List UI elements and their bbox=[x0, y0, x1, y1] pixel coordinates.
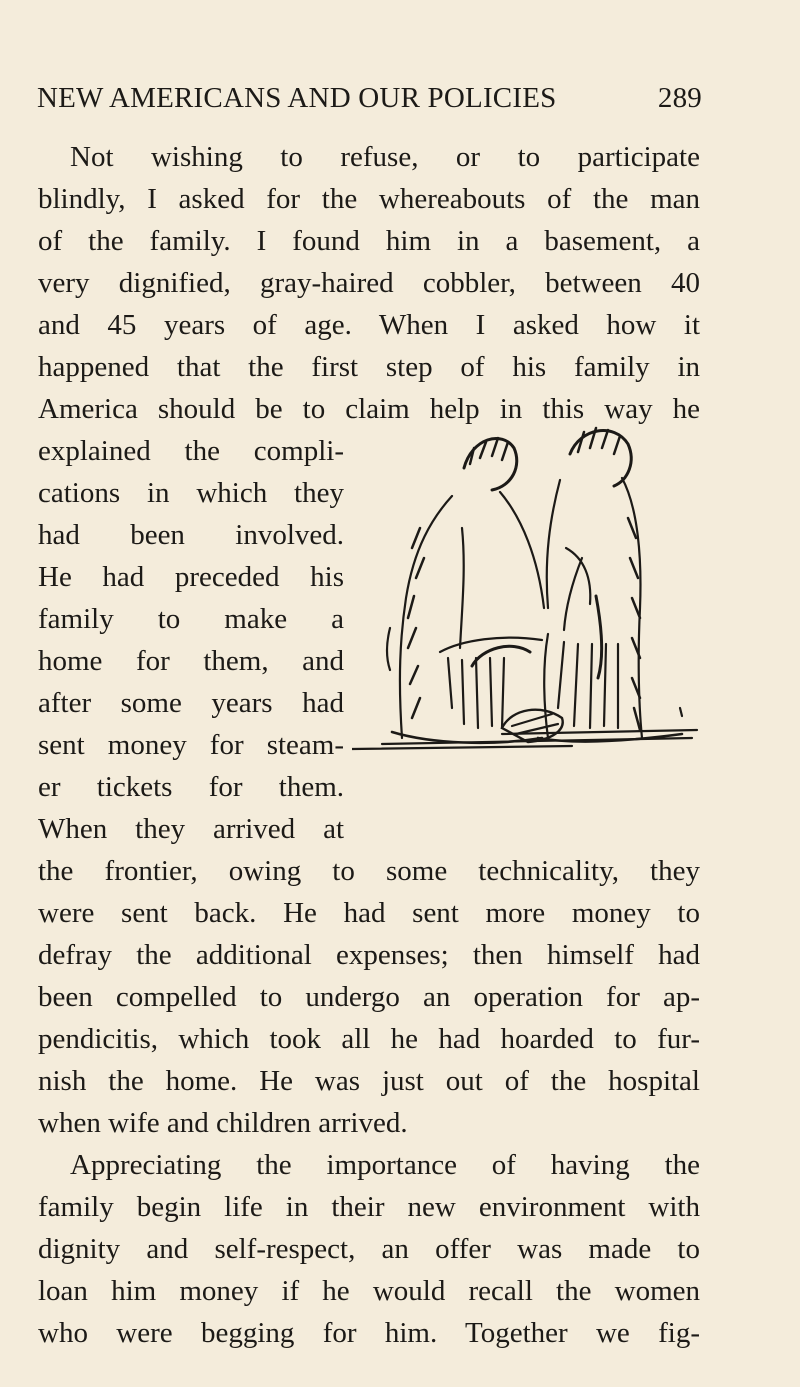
text-line: family begin life in their new environment with bbox=[38, 1191, 700, 1223]
text-line: pendicitis, which took all he had hoarded to fur- bbox=[38, 1023, 700, 1055]
text-line: cations in which they bbox=[38, 477, 344, 509]
text-line: been compelled to undergo an operation for ap- bbox=[38, 981, 700, 1013]
text-line: He had preceded his bbox=[38, 561, 344, 593]
text-line: after some years had bbox=[38, 687, 344, 719]
text-line: nish the home. He was just out of the hospital bbox=[38, 1065, 700, 1097]
text-line: loan him money if he would recall the women bbox=[38, 1275, 700, 1307]
text-line: When they arrived at bbox=[38, 813, 344, 845]
text-line: family to make a bbox=[38, 603, 344, 635]
text-line: sent money for steam- bbox=[38, 729, 344, 761]
text-line: explained the compli- bbox=[38, 435, 344, 467]
two-women-illustration bbox=[352, 408, 702, 760]
text-line: of the family. I found him in a basement, a bbox=[38, 225, 700, 257]
text-line: had been involved. bbox=[38, 519, 344, 551]
text-line: er tickets for them. bbox=[38, 771, 344, 803]
text-line: were sent back. He had sent more money to bbox=[38, 897, 700, 929]
text-line: America should be to claim help in this way he bbox=[38, 393, 700, 425]
running-title: NEW AMERICANS AND OUR POLICIES bbox=[37, 82, 557, 114]
text-line: Appreciating the importance of having the bbox=[70, 1149, 700, 1181]
text-line: happened that the first step of his family in bbox=[38, 351, 700, 383]
text-line: who were begging for him. Together we fig- bbox=[38, 1317, 700, 1349]
text-line: defray the additional expenses; then himself had bbox=[38, 939, 700, 971]
running-head bbox=[37, 82, 702, 115]
text-line: dignity and self-respect, an offer was made to bbox=[38, 1233, 700, 1265]
text-line: blindly, I asked for the whereabouts of the man bbox=[38, 183, 700, 215]
text-line: the frontier, owing to some technicality, they bbox=[38, 855, 700, 887]
text-line: and 45 years of age. When I asked how it bbox=[38, 309, 700, 341]
text-line: very dignified, gray-haired cobbler, between 40 bbox=[38, 267, 700, 299]
page-number: 289 bbox=[657, 82, 702, 114]
text-line: Not wishing to refuse, or to participate bbox=[70, 141, 700, 173]
text-line: when wife and children arrived. bbox=[38, 1107, 408, 1139]
text-line: home for them, and bbox=[38, 645, 344, 677]
